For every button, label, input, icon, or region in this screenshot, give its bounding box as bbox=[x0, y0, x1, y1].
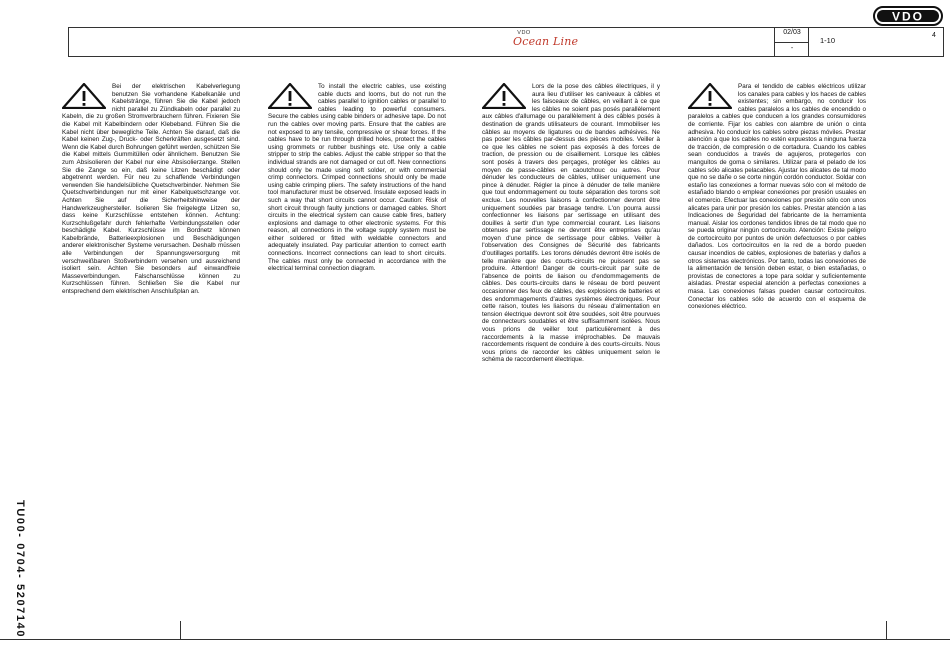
header-frame bbox=[68, 27, 944, 57]
warning-icon bbox=[62, 83, 106, 109]
document-code: TU00- 0704- 5207140 bbox=[14, 500, 26, 639]
footer-tick bbox=[180, 621, 181, 639]
issue-date: 02/03 bbox=[783, 29, 801, 36]
vdo-logo bbox=[873, 6, 943, 26]
column-text: Para el tendido de cables eléctricos utilizar los canales para cables y los haces de cables existentes; sin embargo, no conducir los cables paralelos a los cables de encendido o paralelos a cables que conducen a los grandes consumidores de corriente. Fijar los cables con alambre de unión o cinta adhesiva. No conducir los cables sobre piezas móviles. Prestar atención a que los cables no estén expuestos a ninguna fuerza de tracción, de compresión o de cortadura. Cuando los cables sean conducidos a través de agujeros, protegerlos con manguitos de goma o similares. Utilizar para el pelado de los cables sólo alicates pelacables. Ajustar los alicates de tal modo que no se dañe o se corte ningún cordón conductor. Soldar con estaño las conexiones a formar nuevas sólo con el método de estañado blando o emplear conexiones por presión usuales en el comercio. Efectuar las conexiones por presión sólo con unos alicates para unir por presión los cables. Prestar atención a las Indicaciones de Seguridad del fabricante de la herramienta manual. Aislar los cordones tendidos libres de tal modo que no se pueda originar ningún cortocircuito. Atención: Existe peligro de cortocircuito por puntos de unión defectuosos o por cables dañados. Los cortocircuitos en la red de a bordo pueden causar incendios de cables, explosiones de baterías y daños a otros sistemas electrónicos. Por tanto, todas las conexiones de la alimentación de tensión deben estar, o bien estañadas, o provistas de conectores a tope para soldar y suficientemente aisladas. Prestar especial atención a perfectas conexiones a masa. Las conexiones falsas pueden causar cortocircuitos. Conectar los cables sólo de acuerdo con el esquema de conexiones eléctrico. bbox=[688, 83, 866, 311]
brand-vdo-mini: VDO bbox=[517, 30, 531, 36]
column-english bbox=[268, 83, 446, 273]
column-text: To install the electric cables, use existing cable ducts and looms, but do not run the cables parallel to ignition cables or parallel to cables leading to powerful consumers. Secure the cables using cable binders or adhesive tape. Do not run the cables over moving parts. Ensure that the cables are not exposed to any tensile, compressive or shear forces. If the cables have to be run through drilled holes, protect the cables using grommets or rubber bushings etc. Use only a cable stripper to strip the cables. Adjust the cable stripper so that the individual strands are not damaged or cut off. New connections should only be made using soft solder, or with commercial crimp connectors. Crimped connections should only be made using cable crimping pliers. The safety instructions of the hand tool manufacturer must be observed. Insulate exposed leads in such a way that short circuits cannot occur. Caution: Risk of short circuit through faulty junctions or damaged cables. Short circuits in the electrical system can cause cable fires, battery explosions and damage to other electronic systems. For this reason, all connections in the voltage supply system must be either soldered or fitted with weldable connectors and adequately insulated. Pay particular attention to correct earth connections. Incorrect connections can lead to short circuits. The cables must only be connected in accordance with the electrical terminal connection diagram. bbox=[268, 83, 446, 273]
brand-script-text: Ocean Line bbox=[513, 35, 579, 48]
column-text: Bei der elektrischen Kabelverlegung benutzen Sie vorhandene Kabelkanäle und Kabelstränge, führen Sie die Kabel jedoch nicht parallel zu Zündkabeln oder parallel zu Kabeln, die zu großen Stromverbrauchern führen. Fixieren Sie die Kabel mit Kabelbindern oder Klebeband. Führen Sie die Kabel nicht über bewegliche Teile. Achten Sie darauf, daß die Kabel keinen Zug-, Druck- oder Scherkräften ausgesetzt sind. Wenn die Kabel durch Bohrungen geführt werden, schützen Sie die Kabel mittels Gummitüllen oder ähnlichem. Benutzen Sie zum Absisolieren der Kabel nur eine Absisolierzange. Stellen Sie die Zange so ein, daß keine Litzen beschädigt oder abgetrennt werden. Für neu zu schaffende Verbindungen verwenden Sie handelsübliche Quetschverbinder. Nehmen Sie Quetschverbindungen nur mit einer Kabelquetschzange vor. Achten Sie auf die Sicherheitshinweise der Handwerkzeughersteller. Isolieren Sie freigelegte Litzen so, dass keine Kurzschlüsse entstehen können. Achtung: Kurzschlußgefahr durch fehlerhafte Verbindungsstellen oder beschädigte Kabel. Kurzschlüsse im Bordnetz können Kabelbrände, Batterieexplosionen und Beschädigungen anderer elektronischer Systeme verursachen. Deshalb müssen alle Verbindungen der Spannungsversorgung mit verschweißbaren Stoßverbindern versehen und ausreichend isoliert sein. Achten Sie besonders auf einwandfreie Masseverbindungen. Falschanschlüsse können zu Kurzschlüssen führen. Schließen Sie die Kabel nur entsprechend dem elektrischen Anschlußplan an. bbox=[62, 83, 240, 296]
warning-icon bbox=[268, 83, 312, 109]
page-number: 4 bbox=[932, 32, 936, 39]
column-spanish bbox=[688, 83, 866, 311]
header-divider bbox=[774, 42, 808, 43]
header-divider bbox=[808, 27, 809, 57]
footer-tick bbox=[886, 621, 887, 639]
column-french bbox=[482, 83, 660, 364]
warning-icon bbox=[482, 83, 526, 109]
ocean-line-brand bbox=[513, 29, 601, 55]
footer-rule bbox=[0, 639, 950, 640]
revision: - bbox=[790, 45, 794, 52]
warning-icon bbox=[688, 83, 732, 109]
svg-text:VDO: VDO bbox=[891, 9, 925, 24]
column-text: Lors de la pose des câbles électriques, il y aura lieu d'utiliser les caniveaux à câbles et les faisceaux de câbles, en veillant à ce que les câbles ne soient pas posés parallèlement aux câbles d'allumage ou parallèlement à des câbles posés à destination de grands utilisateurs de courant. Immobiliser les câbles au moyens de ligatures ou de bandes adhésives. Ne pas poser les câbles par-dessus des pièces mobiles. Veiller à ce que les câbles ne soient pas exposés à des forces de traction, de pression ou de cisaillement. Lorsque les câbles sont posés à travers des perçages, protéger les câbles au moyen de passe-câbles en caoutchouc ou autres. Pour dénuder les conducteurs de câbles, utiliser uniquement une pince à dénuder. Régler la pince à dénuder de telle manière que tout endommagement ou toute séparation des torons soit exclue. Les nouvelles liaisons à confectionner devront être uniquement soudées par brasage tendre. L'on pourra aussi confectionner les liaisons par sertissage en utilisant des douilles à sertir d'un type commercial courant. Les liaisons obtenues par sertissage ne devront être entreprises qu'au moyen d'une pince de sertissage pour câbles. Veiller à l'observation des Consignes de Sécurité des fabricants d'outillages portatifs. Les torons dénudés devront être isolés de telle manière que des courts-circuits ne puissent pas se produire. Attention! Danger de courts-circuit par suite de l'absence de points de liaison ou d'endommagements de câbles. Des courts-circuits dans le réseau de bord peuvent occasionner des feux de câbles, des explosions de batteries et des endommagements d'autres systèmes électroniques. Pour cette raison, toutes les liaisons du réseau d'alimentation en tension électrique devront soit être soudées, soit être pourvues de connecteurs soudables et être suffisamment isolées. Nous vous prions de veiller tout particulièrement à des raccordements à la masse irréprochables. De mauvais raccordements risquent de conduire à des courts-circuits. Nous vous prions de raccorder les câbles uniquement selon le schéma de raccordement électrique. bbox=[482, 83, 660, 364]
column-german bbox=[62, 83, 240, 296]
document-range: 1-10 bbox=[820, 36, 836, 45]
